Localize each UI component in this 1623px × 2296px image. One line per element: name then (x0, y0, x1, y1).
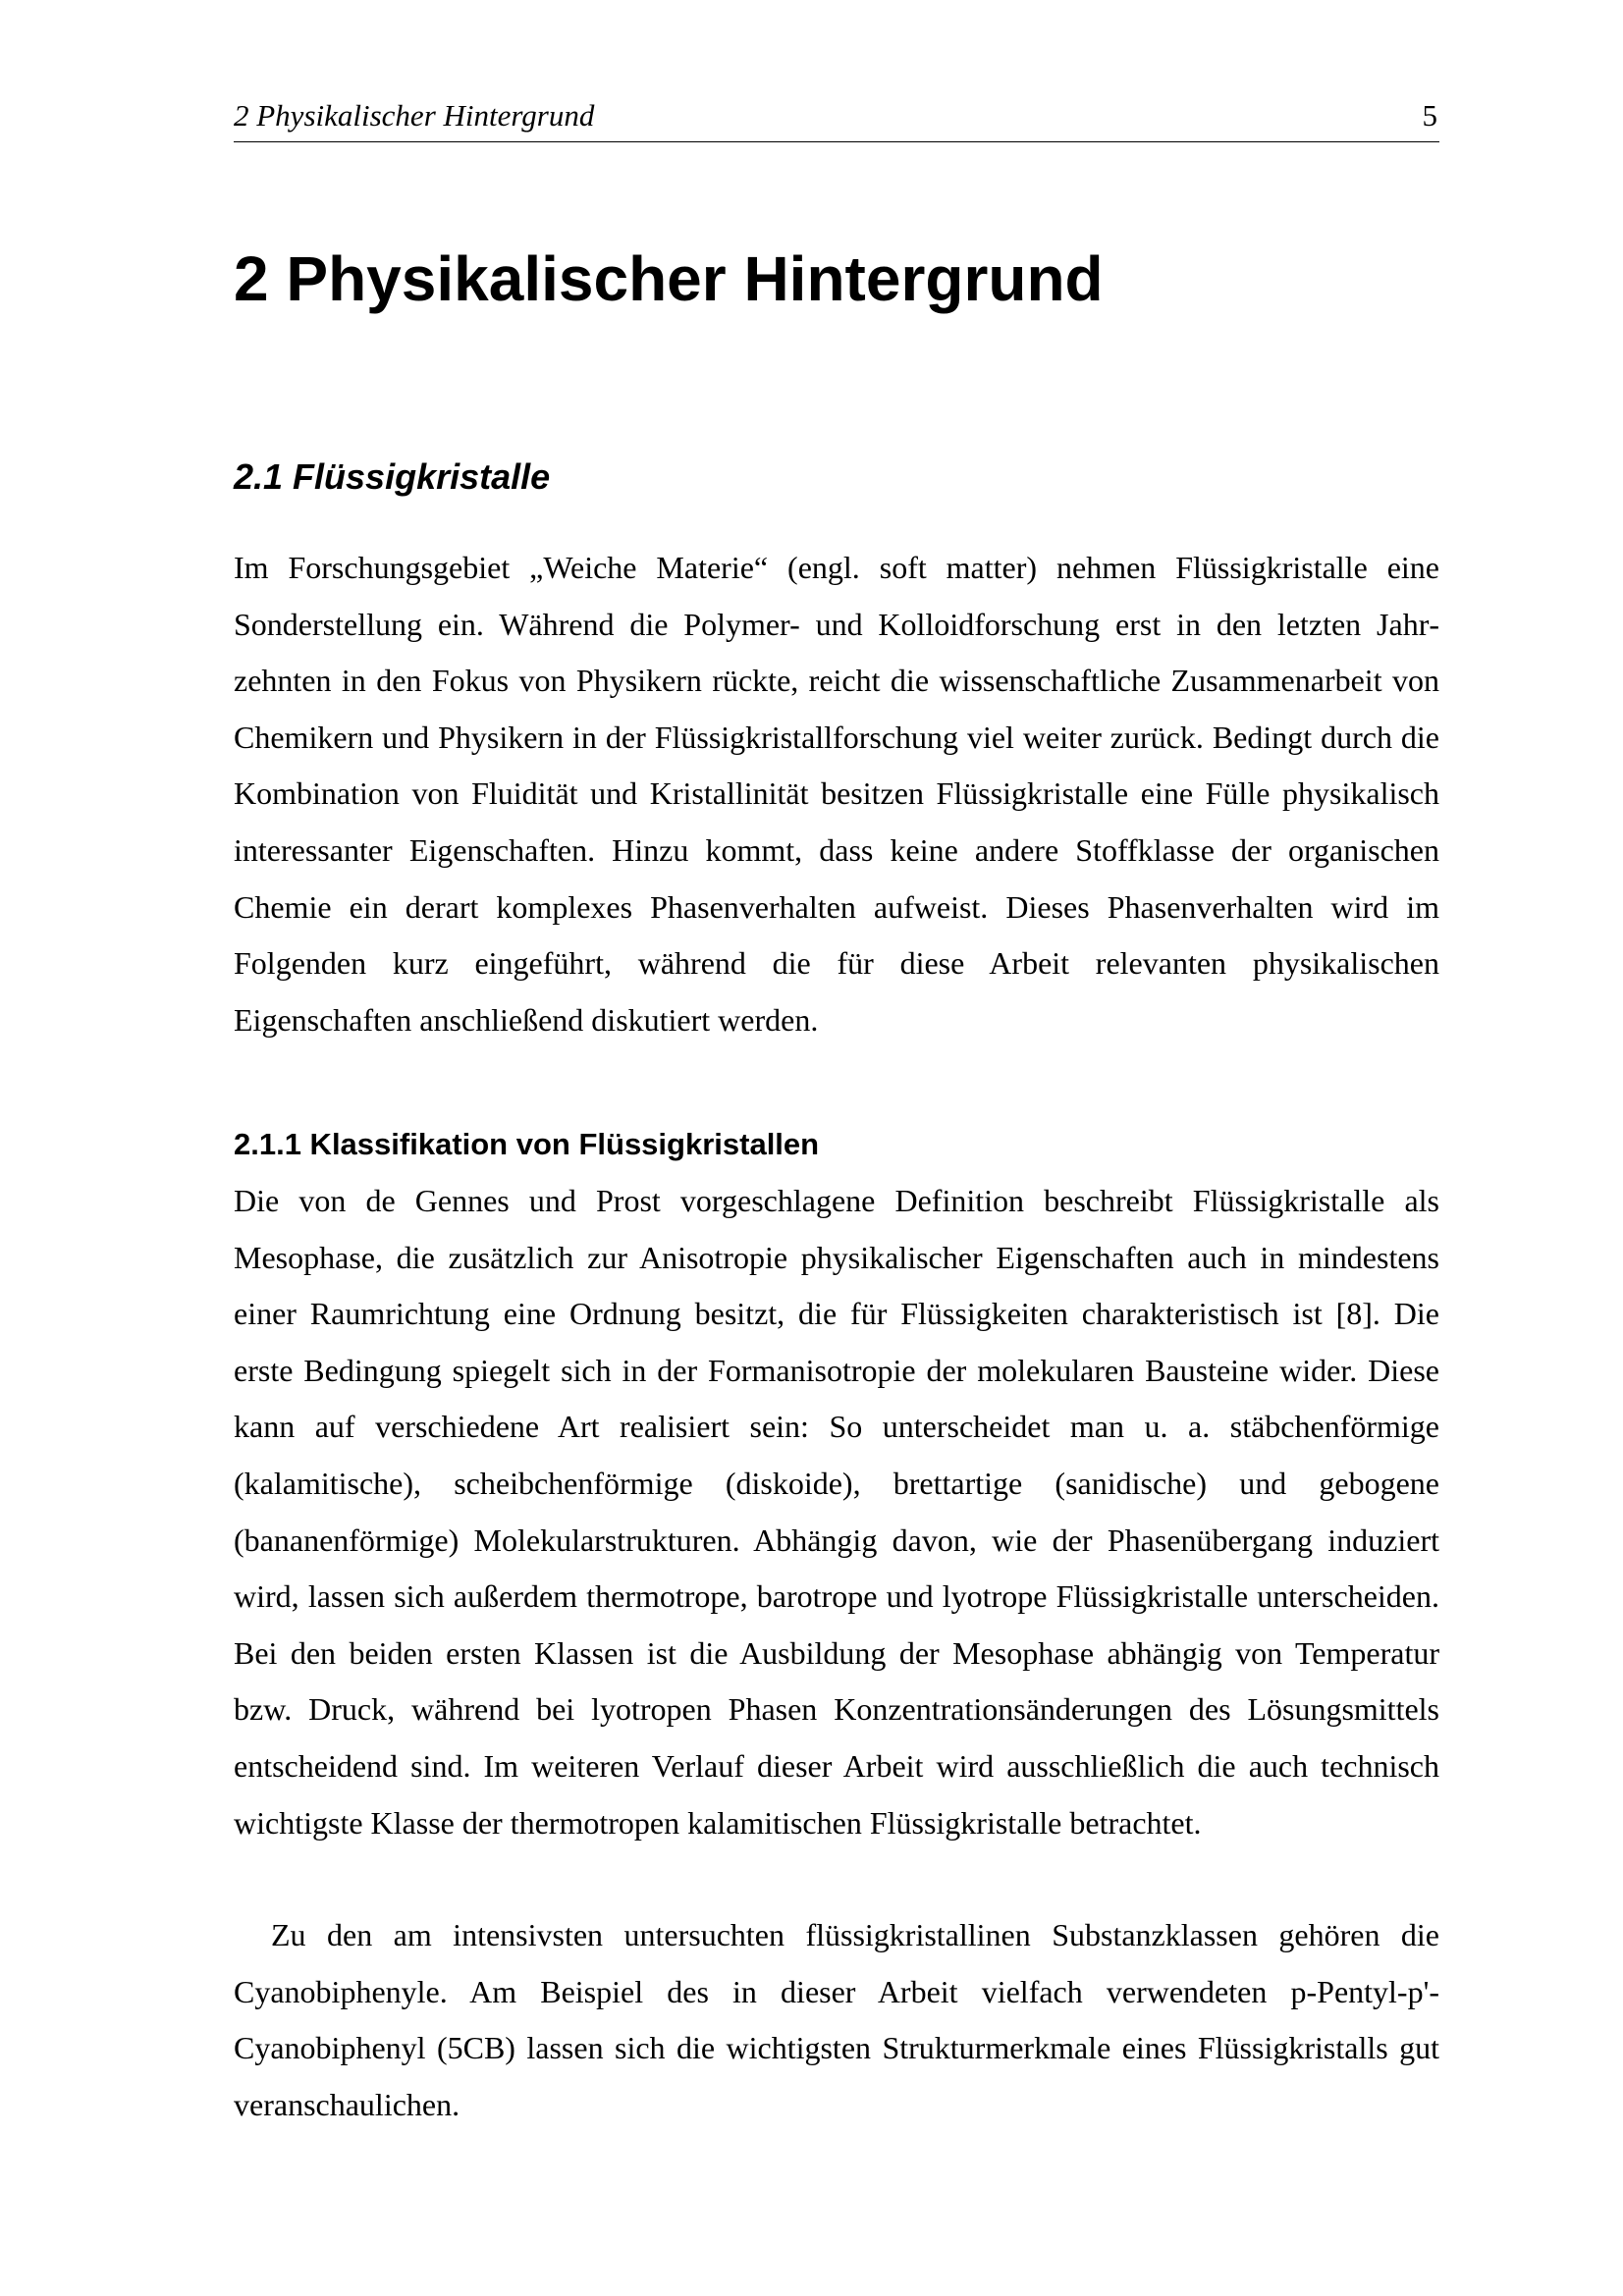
cyanobiphenyl-paragraph: Zu den am intensivsten untersuchten flüssigkristallinen Substanzklassen gehören die Cyanobiphenyle. Am Beispiel des in dieser Arbeit vielfach verwendeten p-Pentyl-p'-Cyanobiphenyl (5CB) lassen sich die wichtigsten Strukturmerkmale eines Flüssigkristalls gut veranschaulichen. (234, 1917, 1439, 2122)
classification-paragraph: Die von de Gennes und Prost vorgeschlagene Definition beschreibt Flüssigkristalle als Mesophase, die zusätzlich zur Anisotropie physikalischer Eigenschaften auch in mindestens einer Raumrichtung eine Ordnung besitzt, die für Flüssigkeiten charakteristisch ist [8]. Die erste Bedingung spiegelt sich in der Formanisotropie der molekularen Bausteine wider. Diese kann auf verschiedene Art realisiert sein: So unterscheidet man u. a. stäbchenförmige (kalamitische), scheibchenförmige (diskoide), brettartige (sanidische) und gebogene (bananenförmige) Molekularstrukturen. Abhängig davon, wie der Phasenübergang induziert wird, lassen sich außerdem thermotrope, barotrope und lyotrope Flüssigkristalle unterscheiden. Bei den beiden ersten Klassen ist die Ausbildung der Mesophase abhängig von Temperatur bzw. Druck, während bei lyotropen Phasen Konzentrationsänderungen des Lösungsmittels entscheidend sind. Im weiteren Verlauf dieser Arbeit wird ausschließlich die auch technisch wichtigste Klasse der thermotropen kalamitischen Flüssigkristalle betrachtet. (234, 1183, 1439, 1841)
running-header (234, 96, 1439, 142)
page-number: 5 (1422, 98, 1437, 133)
chapter-title: 2 Physikalischer Hintergrund (234, 243, 1104, 314)
section-intro-paragraph: Im Forschungsgebiet „Weiche Materie“ (engl. soft matter) nehmen Flüssigkristalle eine Sonderstellung ein. Während die Polymer- und Kolloidforschung erst in den letzten Jahrzehnten in den Fokus von Physikern rückte, reicht die wissenschaftliche Zusammenarbeit von Chemikern und Physikern in der Flüssigkristallforschung viel weiter zurück. Bedingt durch die Kombination von Fluidität und Kristallinität besitzen Flüssigkristalle eine Fülle physikalisch interessanter Eigenschaften. Hinzu kommt, dass keine andere Stoffklasse der organischen Chemie ein derart komplexes Phasenverhalten aufweist. Dieses Phasenverhalten wird im Folgenden kurz eingeführt, während die für diese Arbeit relevanten physikalischen Eigenschaften anschließend diskutiert werden. (234, 550, 1439, 1038)
running-header-title: 2 Physikalischer Hintergrund (234, 98, 595, 133)
section-title: 2.1 Flüssigkristalle (234, 456, 551, 497)
subsection-title: 2.1.1 Klassifikation von Flüssigkristallen (234, 1127, 820, 1161)
